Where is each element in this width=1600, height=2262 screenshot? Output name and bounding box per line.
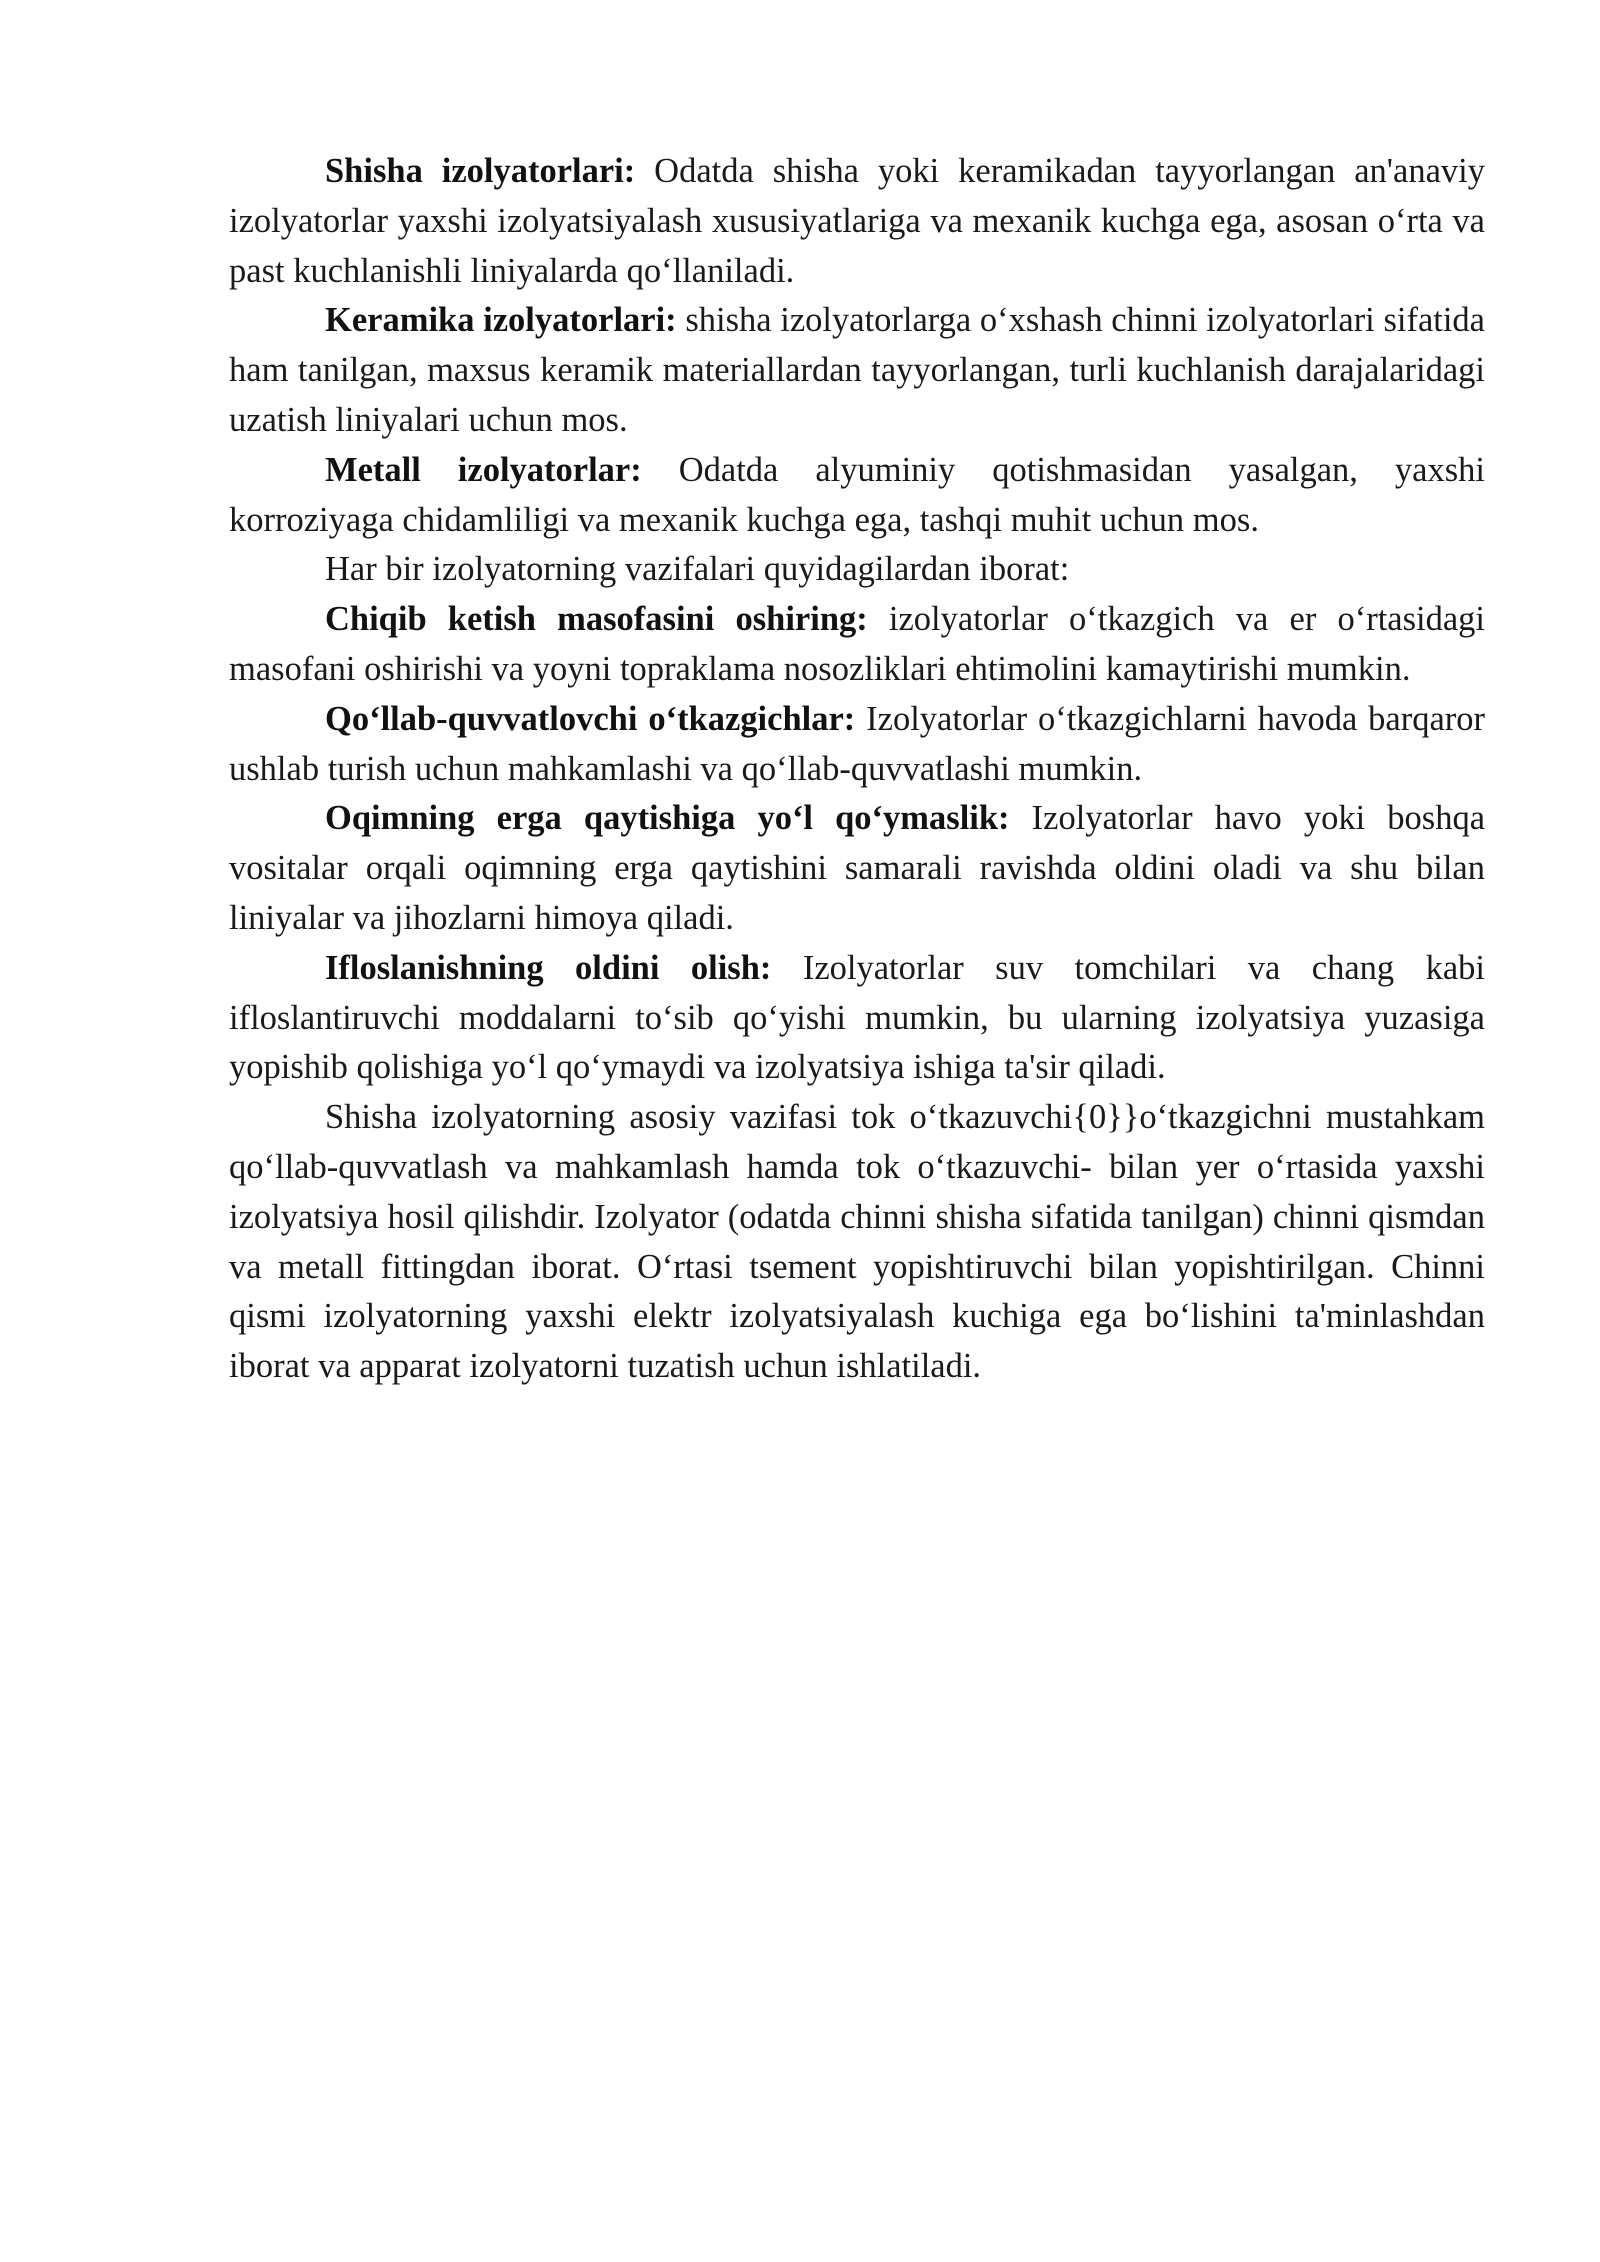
paragraph-ceramic-insulators	[229, 296, 1485, 445]
paragraph-text: shisha izolyatorlarga o‘xshash chinni izolyatorlari sifatida ham tanilgan, maxsus keramik materiallardan tayyorlangan, turli kuchlanish darajalaridagi uzatish liniyalari uchun mos.	[229, 301, 1485, 439]
paragraph-glass-insulator-function	[229, 1093, 1485, 1392]
paragraph-metal-insulators	[229, 446, 1485, 546]
paragraph-text: Har bir izolyatorning vazifalari quyidagilardan iborat:	[325, 550, 1070, 589]
paragraph-text: Izolyatorlar suv tomchilari va chang kabi ifloslantiruvchi moddalarni to‘sib qo‘yishi mumkin, bu ularning izolyatsiya yuzasiga yopishib qolishiga yo‘l qo‘ymaydi va izolyatsiya ishiga ta'sir qiladi.	[229, 948, 1485, 1087]
paragraph-term: Qo‘llab-quvvatlovchi o‘tkazgichlar:	[325, 699, 856, 738]
paragraph-glass-insulators	[229, 147, 1485, 296]
document-body	[229, 147, 1485, 1392]
paragraph-term: Keramika izolyatorlari:	[325, 301, 677, 340]
paragraph-text: izolyatorlar o‘tkazgich va er o‘rtasidagi masofani oshirishi va yoyni topraklama nosozliklari ehtimolini kamaytirishi mumkin.	[229, 600, 1485, 688]
paragraph-text: Odatda alyuminiy qotishmasidan yasalgan, yaxshi korroziyaga chidamliligi va mexanik kuchga ega, tashqi muhit uchun mos.	[229, 450, 1485, 539]
paragraph-creepage-distance	[229, 595, 1485, 695]
paragraph-term: Shisha izolyatorlari:	[325, 152, 636, 190]
paragraph-term: Oqimning erga qaytishiga yo‘l qo‘ymaslik:	[325, 799, 1010, 838]
paragraph-term: Metall izolyatorlar:	[325, 450, 642, 489]
paragraph-text: Izolyatorlar o‘tkazgichlarni havoda barqaror ushlab turish uchun mahkamlashi va qo‘llab-quvvatlashi mumkin.	[229, 699, 1486, 788]
paragraph-supporting-conductors	[229, 695, 1485, 795]
paragraph-text: Odatda shisha yoki keramikadan tayyorlangan an'anaviy izolyatorlar yaxshi izolyatsiyalash xususiyatlariga va mexanik kuchga ega, asosan o‘rta va past kuchlanishli liniyalarda qo‘llaniladi.	[229, 152, 1485, 290]
paragraph-functions-intro	[229, 545, 1485, 595]
paragraph-text: Shisha izolyatorning asosiy vazifasi tok o‘tkazuvchi{0}}o‘tkazgichni mustahkam qo‘llab-quvvatlash va mahkamlash hamda tok o‘tkazuvchi- bilan yer o‘rtasida yaxshi izolyatsiya hosil qilishdir. Izolyator (odatda chinni shisha sifatida tanilgan) chinni qismdan va metall fittingdan iborat. O‘rtasi tsement yopishtiruvchi bilan yopishtirilgan. Chinni qismi izolyatorning yaxshi elektr izolyatsiyalash kuchiga ega bo‘lishini ta'minlashdan iborat va apparat izolyatorni tuzatish uchun ishlatiladi.	[229, 1098, 1485, 1386]
paragraph-prevent-current-return	[229, 794, 1485, 943]
paragraph-prevent-pollution	[229, 944, 1485, 1093]
paragraph-text: Izolyatorlar havo yoki boshqa vositalar orqali oqimning erga qaytishini samarali ravishda oldini oladi va shu bilan liniyalar va jihozlarni himoya qiladi.	[229, 799, 1486, 937]
paragraph-term: Chiqib ketish masofasini oshiring:	[325, 600, 868, 639]
paragraph-term: Ifloslanishning oldini olish:	[325, 948, 772, 987]
